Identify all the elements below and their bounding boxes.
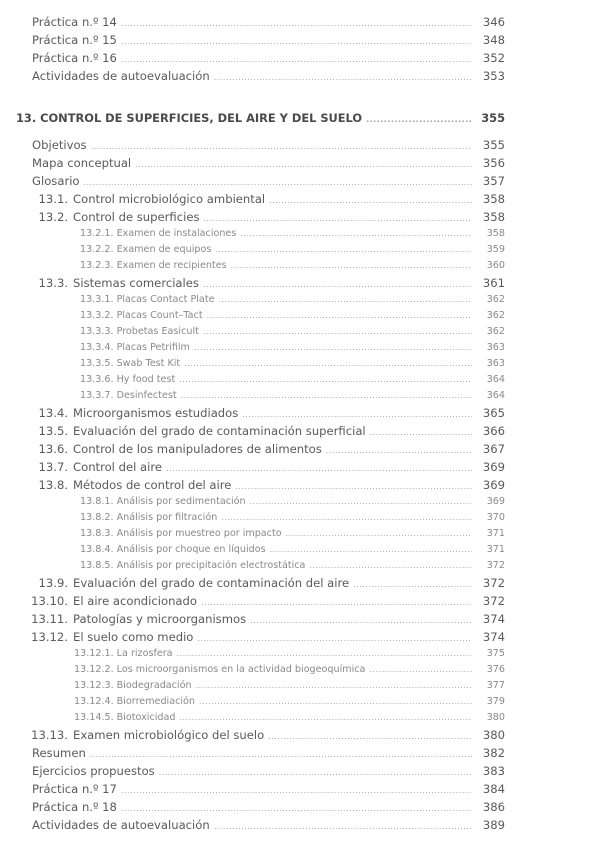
section-number: 13.2.3. <box>80 260 114 271</box>
section-number: 13.12.2. <box>74 664 114 675</box>
dot-leader <box>270 542 472 558</box>
toc-entry <box>0 226 600 242</box>
section-number: 13.12.4. <box>74 696 114 707</box>
toc-entry <box>0 388 600 404</box>
toc-entry <box>0 678 600 694</box>
section-number: 13.1. <box>38 192 68 206</box>
toc-entry <box>0 526 600 542</box>
toc-entry <box>0 744 600 762</box>
entry-title: Actividades de autoevaluación <box>32 69 210 83</box>
page-number: 379 <box>486 696 505 707</box>
entry-title: Métodos de control del aire <box>73 478 232 492</box>
entry-title: 13. CONTROL DE SUPERFICIES, DEL AIRE Y DEL SUELO <box>16 111 363 125</box>
dot-leader <box>286 526 472 542</box>
entry-title: Análisis por choque en líquidos <box>116 544 266 555</box>
section-number: 13.12. <box>31 630 68 644</box>
dot-leader <box>179 710 472 726</box>
entry-title: Actividades de autoevaluación <box>32 818 210 832</box>
page-number: 372 <box>486 560 505 571</box>
section-number: 13.11. <box>31 612 68 626</box>
entry-title: Objetivos <box>32 138 87 152</box>
toc-entry <box>0 404 600 422</box>
toc-entry <box>0 422 600 440</box>
entry-title: Patologías y microorganismos <box>73 612 247 626</box>
entry-title: Control microbiológico ambiental <box>73 192 266 206</box>
section-number: 13.2. <box>38 210 68 224</box>
entry-title: Los microorganismos en la actividad biogeoquímica <box>116 664 366 675</box>
page-number: 369 <box>482 478 505 492</box>
section-number: 13.8.1. <box>80 496 114 507</box>
toc-entry <box>0 574 600 592</box>
section-number: 13.4. <box>38 406 68 420</box>
entry-title: Probetas Easicult <box>116 326 199 337</box>
page-number: 383 <box>482 764 505 778</box>
table-of-contents <box>0 13 600 834</box>
toc-entry <box>0 324 600 340</box>
toc-entry <box>0 494 600 510</box>
page-number: 360 <box>486 260 505 271</box>
entry-title: Control de superficies <box>73 210 200 224</box>
section-number: 13.3.5. <box>80 358 114 369</box>
dot-leader <box>215 242 472 258</box>
page-number: 353 <box>482 69 505 83</box>
page-number: 352 <box>482 51 505 65</box>
entry-title: Examen de instalaciones <box>116 228 237 239</box>
entry-title: El aire acondicionado <box>73 594 197 608</box>
section-number: 13.10. <box>31 594 68 608</box>
toc-entry <box>0 458 600 476</box>
dot-leader <box>218 292 472 308</box>
toc-entry <box>0 208 600 226</box>
entry-title: Biotoxicidad <box>116 712 176 723</box>
section-number: 13.3.6. <box>80 374 114 385</box>
entry-title: El suelo como medio <box>73 630 194 644</box>
toc-entry <box>0 476 600 494</box>
entry-title: Examen microbiológico del suelo <box>73 728 265 742</box>
toc-entry <box>0 558 600 574</box>
toc-entry <box>0 646 600 662</box>
toc-entry <box>0 710 600 726</box>
page-number: 364 <box>486 374 505 385</box>
section-number: 13.9. <box>38 576 68 590</box>
entry-title: Control del aire <box>73 460 162 474</box>
entry-title: Análisis por precipitación electrostática <box>116 560 306 571</box>
page-number: 359 <box>486 244 505 255</box>
dot-leader <box>231 258 472 274</box>
page-number: 358 <box>486 228 505 239</box>
page-number: 355 <box>481 111 505 125</box>
toc-entry <box>0 49 600 67</box>
page-number: 384 <box>482 782 505 796</box>
page-number: 364 <box>486 390 505 401</box>
toc-entry <box>0 372 600 388</box>
toc-entry <box>0 274 600 292</box>
section-number: 13.3.7. <box>80 390 114 401</box>
entry-title: Desinfectest <box>116 390 177 401</box>
entry-title: Microorganismos estudiados <box>73 406 239 420</box>
toc-entry <box>0 542 600 558</box>
entry-title: Práctica n.º 16 <box>32 51 117 65</box>
entry-title: Análisis por filtración <box>116 512 218 523</box>
section-number: 13.8.4. <box>80 544 114 555</box>
page-number: 362 <box>486 294 505 305</box>
entry-title: Placas Petrifilm <box>116 342 190 353</box>
section-number: 13.2.1. <box>80 228 114 239</box>
entry-title: Swab Test Kit <box>116 358 181 369</box>
entry-title: La rizosfera <box>116 648 173 659</box>
entry-title: Sistemas comerciales <box>73 276 199 290</box>
toc-entry <box>0 726 600 744</box>
entry-title: Resumen <box>32 746 86 760</box>
page-number: 355 <box>482 138 505 152</box>
page-number: 375 <box>486 648 505 659</box>
toc-entry <box>0 31 600 49</box>
toc-entry <box>0 172 600 190</box>
page-number: 358 <box>482 192 505 206</box>
section-number: 13.8.5. <box>80 560 114 571</box>
entry-title: Práctica n.º 14 <box>32 15 117 29</box>
dot-leader <box>181 388 472 404</box>
dot-leader <box>207 308 472 324</box>
dot-leader <box>199 694 472 710</box>
dot-leader <box>366 111 472 129</box>
section-number: 13.14.5. <box>74 712 114 723</box>
entry-title: Control de los manipuladores de alimentos <box>73 442 322 456</box>
section-number: 13.7. <box>38 460 68 474</box>
page-number: 371 <box>486 528 505 539</box>
page-number: 386 <box>482 800 505 814</box>
entry-title: Biorremediación <box>116 696 195 707</box>
page-number: 357 <box>482 174 505 188</box>
section-number: 13.6. <box>38 442 68 456</box>
page-number: 374 <box>482 630 505 644</box>
chapter-heading <box>0 109 600 127</box>
entry-title: Ejercicios propuestos <box>32 764 155 778</box>
toc-entry <box>0 628 600 646</box>
toc-entry <box>0 780 600 798</box>
section-number: 13.8. <box>38 478 68 492</box>
page-number: 370 <box>486 512 505 523</box>
page-number: 374 <box>482 612 505 626</box>
page-number: 376 <box>486 664 505 675</box>
page-number: 361 <box>482 276 505 290</box>
entry-title: Glosario <box>32 174 80 188</box>
toc-entry <box>0 762 600 780</box>
section-number: 13.13. <box>31 728 68 742</box>
toc-entry <box>0 610 600 628</box>
section-number: 13.3.4. <box>80 342 114 353</box>
page-number: 363 <box>486 358 505 369</box>
page-number: 382 <box>482 746 505 760</box>
toc-entry <box>0 190 600 208</box>
dot-leader <box>250 494 472 510</box>
dot-leader <box>179 372 472 388</box>
toc-entry <box>0 242 600 258</box>
entry-title: Hy food test <box>116 374 176 385</box>
toc-entry <box>0 258 600 274</box>
page-number: 371 <box>486 544 505 555</box>
toc-entry <box>0 356 600 372</box>
entry-title: Biodegradación <box>116 680 192 691</box>
toc-entry <box>0 592 600 610</box>
entry-title: Análisis por muestreo por impacto <box>116 528 282 539</box>
dot-leader <box>214 69 472 87</box>
toc-entry <box>0 816 600 834</box>
dot-leader <box>214 818 472 836</box>
toc-entry <box>0 13 600 31</box>
section-number: 13.3.2. <box>80 310 114 321</box>
page-number: 348 <box>482 33 505 47</box>
section-number: 13.8.3. <box>80 528 114 539</box>
toc-entry <box>0 308 600 324</box>
dot-leader <box>177 646 472 662</box>
entry-title: Placas Count–Tact <box>116 310 203 321</box>
section-number: 13.12.1. <box>74 648 114 659</box>
entry-title: Práctica n.º 17 <box>32 782 117 796</box>
dot-leader <box>184 356 472 372</box>
page-number: 389 <box>482 818 505 832</box>
entry-title: Mapa conceptual <box>32 156 132 170</box>
entry-title: Práctica n.º 15 <box>32 33 117 47</box>
entry-title: Evaluación del grado de contaminación del aire <box>73 576 350 590</box>
dot-leader <box>369 662 472 678</box>
toc-entry <box>0 67 600 85</box>
section-number: 13.5. <box>38 424 68 438</box>
toc-entry <box>0 136 600 154</box>
entry-title: Evaluación del grado de contaminación superficial <box>73 424 366 438</box>
section-number: 13.3.3. <box>80 326 114 337</box>
section-number: 13.2.2. <box>80 244 114 255</box>
toc-entry <box>0 440 600 458</box>
toc-entry <box>0 510 600 526</box>
toc-entry <box>0 292 600 308</box>
page-number: 367 <box>482 442 505 456</box>
entry-title: Examen de equipos <box>116 244 212 255</box>
toc-entry <box>0 662 600 678</box>
page-number: 365 <box>482 406 505 420</box>
dot-leader <box>309 558 472 574</box>
dot-leader <box>196 678 472 694</box>
section-number: 13.3. <box>38 276 68 290</box>
toc-entry <box>0 340 600 356</box>
entry-title: Análisis por sedimentación <box>116 496 246 507</box>
page-number: 380 <box>482 728 505 742</box>
page-number: 362 <box>486 310 505 321</box>
toc-entry <box>0 694 600 710</box>
page-number: 363 <box>486 342 505 353</box>
page-number: 358 <box>482 210 505 224</box>
section-number: 13.12.3. <box>74 680 114 691</box>
entry-title: Examen de recipientes <box>116 260 227 271</box>
toc-entry <box>0 154 600 172</box>
page-number: 380 <box>486 712 505 723</box>
page-number: 366 <box>482 424 505 438</box>
page-number: 369 <box>482 460 505 474</box>
page-number: 362 <box>486 326 505 337</box>
dot-leader <box>240 226 472 242</box>
entry-title: Práctica n.º 18 <box>32 800 117 814</box>
entry-title: Placas Contact Plate <box>116 294 215 305</box>
toc-entry <box>0 798 600 816</box>
dot-leader <box>203 324 472 340</box>
dot-leader <box>221 510 472 526</box>
page-number: 356 <box>482 156 505 170</box>
page-number: 372 <box>482 576 505 590</box>
section-number: 13.3.1. <box>80 294 114 305</box>
page-number: 369 <box>486 496 505 507</box>
page-number: 372 <box>482 594 505 608</box>
page-number: 346 <box>482 15 505 29</box>
dot-leader <box>194 340 472 356</box>
section-number: 13.8.2. <box>80 512 114 523</box>
page-number: 377 <box>486 680 505 691</box>
